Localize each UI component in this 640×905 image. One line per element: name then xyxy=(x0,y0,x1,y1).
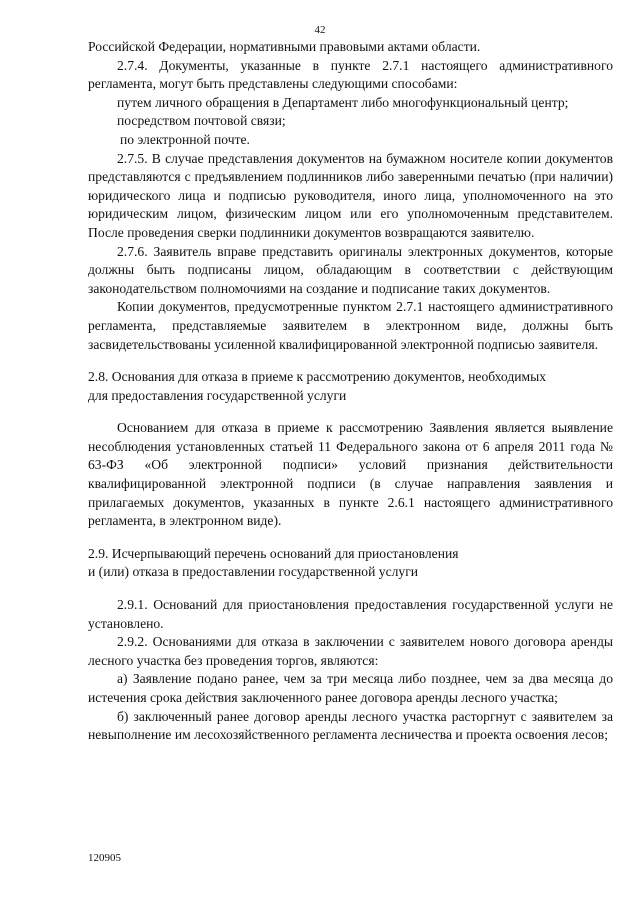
paragraph-2-7-6: 2.7.6. Заявитель вправе представить оригиналы электронных документов, которые должны быть подписаны лицом, обладающим в соответствии с действующим законодательством полномочиями на создание и подписание таких документов. xyxy=(88,243,613,296)
document-body xyxy=(88,38,613,745)
paragraph-2-7-5: 2.7.5. В случае представления документов на бумажном носителе копии документов представляются с предъявлением подлинников либо заверенными печатью (при наличии) юридического лица и подписью руководителя, иного лица, уполномоченного на это юридическим лицом, физическим лицом или его уполномоченным представителем. После проведения сверки подлинники документов возвращаются заявителю. xyxy=(88,150,613,240)
paragraph-copies: Копии документов, предусмотренные пунктом 2.7.1 настоящего административного регламента, представляемые заявителем в электронном виде, должны быть засвидетельствованы усиленной квалифицированной электронной подписью заявителя. xyxy=(88,299,613,352)
list-item-email: по электронной почте. xyxy=(120,131,250,147)
list-item-personal-visit: путем личного обращения в Департамент либо многофункциональный центр; xyxy=(117,94,569,110)
list-item-a: а) Заявление подано ранее, чем за три месяца либо позднее, чем за два месяца до истечения срока действия заключенного ранее договора аренды лесного участка; xyxy=(88,671,613,705)
list-item-b: б) заключенный ранее договор аренды лесного участка расторгнут с заявителем за невыполнение им лесохозяйственного регламента лесничества и проекта освоения лесов; xyxy=(88,708,613,743)
paragraph-2-9-1: 2.9.1. Оснований для приостановления предоставления государственной услуги не установлено. xyxy=(88,597,613,631)
paragraph-continuation: Российской Федерации, нормативными правовыми актами области. xyxy=(88,39,481,54)
section-heading-2-8-line2: для предоставления государственной услуги xyxy=(88,387,347,403)
paragraph-2-7-4: 2.7.4. Документы, указанные в пункте 2.7.1 настоящего административного регламента, могут быть представлены следующими способами: xyxy=(88,57,613,92)
section-heading-2-9-line1: 2.9. Исчерпывающий перечень оснований для приостановления xyxy=(88,545,459,561)
footer-code: 120905 xyxy=(88,852,121,864)
list-item-post: посредством почтовой связи; xyxy=(117,113,286,129)
paragraph-2-8-grounds: Основанием для отказа в приеме к рассмотрению Заявления является выявление несоблюдения установленных статьей 11 Федерального закона от 6 апреля 2011 года № 63-ФЗ «Об электронной подписи» условий признания действительности квалифицированной электронной подписи (в случае направления заявления и прилагаемых документов, указанных в пункте 2.6.1 настоящего административного регламента, в электронном виде). xyxy=(88,420,613,529)
section-heading-2-8-line1: 2.8. Основания для отказа в приеме к рассмотрению документов, необходимых xyxy=(88,369,547,385)
section-heading-2-9-line2: и (или) отказа в предоставлении государственной услуги xyxy=(88,564,419,580)
page-number: 42 xyxy=(314,24,326,36)
paragraph-2-9-2: 2.9.2. Основаниями для отказа в заключении с заявителем нового договора аренды лесного участка без проведения торгов, являются: xyxy=(88,634,613,668)
